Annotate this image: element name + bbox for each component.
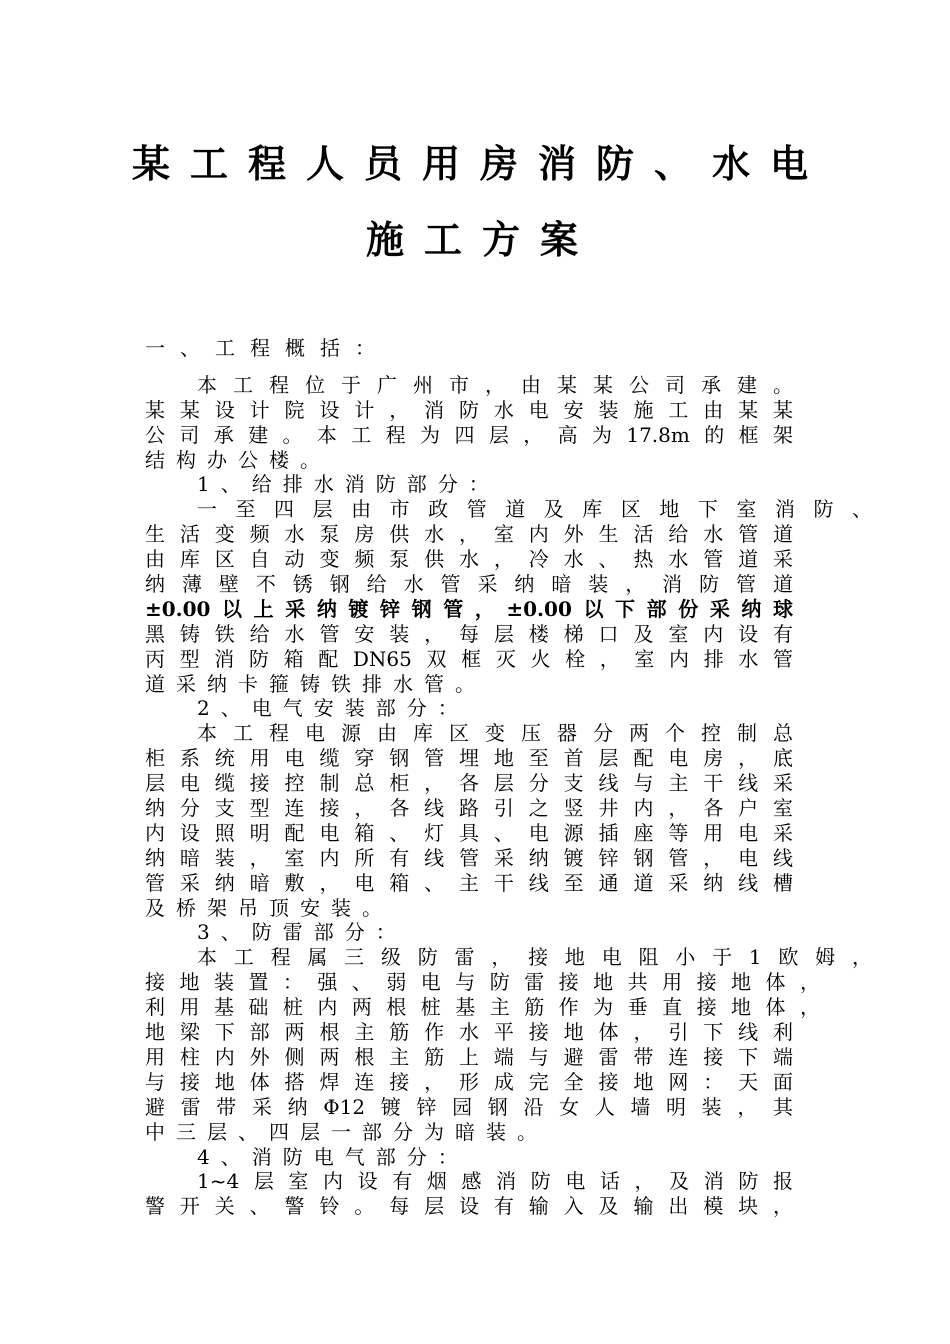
paragraph-line: 纳分支型连接，各线路引之竖井内，各户室 [145,796,793,821]
document-title-line-2: 施工方案 [365,218,598,262]
document-title-line-1: 某工程人员用房消防、水电 [131,142,828,186]
paragraph-line: 柜系统用电缆穿钢管埋地至首层配电房，底 [145,746,793,771]
paragraph-line: 纳薄壁不锈钢给水管采纳暗装，消防管道 [145,572,793,597]
paragraph-line: 结构办公楼。 [145,447,331,472]
paragraph-line: 由库区自动变频泵供水，冷水、热水管道采 [145,547,793,572]
paragraph-line: 与接地体搭焊连接，形成完全接地网：天面 [145,1069,793,1094]
paragraph-line: 用柱内外侧两根主筋上端与避雷带连接下端 [145,1044,793,1069]
paragraph-line: 本工程电源由库区变压器分两个控制总 [197,721,793,746]
paragraph-line: 生活变频水泵房供水，室内外生活给水管道 [145,522,793,547]
paragraph-line: 中三层、四层一部分为暗装。 [145,1119,548,1144]
paragraph-line: 黑铸铁给水管安装，每层楼梯口及室内设有 [145,621,793,646]
paragraph-line: 管采纳暗敷，电箱、主干线至通道采纳线槽 [145,870,793,895]
subsection-heading: 1、给排水消防部分： [197,472,500,497]
paragraph-line: 内设照明配电箱、灯具、电源插座等用电采 [145,820,793,845]
paragraph-line: 一至四层由市政管道及库区地下室消防、 [197,497,872,522]
document-body [145,336,872,1219]
subsection-heading: 3、防雷部分： [197,920,407,945]
paragraph-line: 本工程属三级防雷，接地电阻小于1欧姆， [197,945,872,970]
paragraph-line: 警开关、警铃。每层设有输入及输出模块， [145,1194,793,1219]
paragraph-line: 利用基础桩内两根桩基主筋作为垂直接地体， [145,995,820,1020]
paragraph-line: 某某设计院设计，消防水电安装施工由某某 [145,397,793,422]
paragraph-line: 1~4层室内设有烟感消防电话，及消防报 [197,1169,793,1194]
paragraph-line: 本工程位于广州市，由某某公司承建。 [197,372,793,397]
paragraph-line: 道采纳卡箍铸铁排水管。 [145,671,486,696]
paragraph-line: 及桥架吊顶安装。 [145,895,393,920]
paragraph-line: 接地装置：强、弱电与防雷接地共用接地体， [145,970,820,995]
paragraph-line: 纳暗装，室内所有线管采纳镀锌钢管，电线 [145,845,793,870]
section-heading: 一、工程概括： [145,336,390,360]
paragraph-line: 地梁下部两根主筋作水平接地体，引下线利 [145,1020,793,1045]
paragraph-line: 避雷带采纳Φ12镀锌园钢沿女人墙明装，其 [145,1094,793,1119]
paragraph-line: 丙型消防箱配DN65双框灭火栓，室内排水管 [145,646,793,671]
subsection-heading: 2、电气安装部分： [197,696,469,721]
subsection-heading: 4、消防电气部分： [197,1144,469,1169]
paragraph-line: 层电缆接控制总柜，各层分支线与主干线采 [145,771,793,796]
paragraph-line: 公司承建。本工程为四层，高为17.8m的框架 [145,422,793,447]
paragraph-line: ±0.00以上采纳镀锌钢管，±0.00以下部份采纳球 [145,596,793,621]
